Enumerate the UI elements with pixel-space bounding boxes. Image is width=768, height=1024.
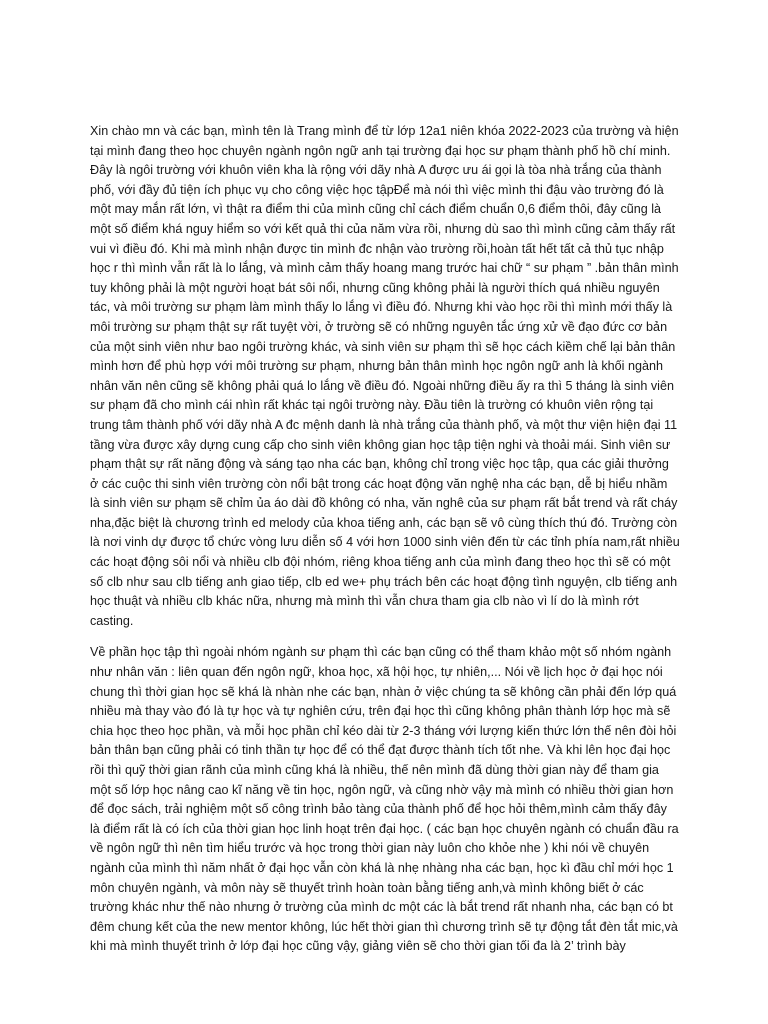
paragraph-study: Về phần học tập thì ngoài nhóm ngành sư phạm thì các bạn cũng có thể tham khảo một số nhóm ngành như nhân văn : liên quan đến ngôn ngữ, khoa học, xã hội học, tự nhiên,... Nói về lịch học ở đại học nói chung thì thời gian học sẽ khá là nhàn nhe các bạn, nhàn ở việc chúng ta sẽ không cần phải đến lớp quá nhiều mà thay vào đó là tự học và tự nghiên cứu, trên đại học thì cũng không phân thành lớp học mà sẽ chia học theo học phần, và mỗi học phần chỉ kéo dài từ 2-3 tháng với lượng kiến thức lớn thế nên đòi hỏi bản thân bạn cũng phải có tinh thần tự học để có thể đạt được thành tích tốt nhe. Và khi lên học đại học rồi thì quỹ thời gian rãnh của mình cũng khá là nhiều, thế nên mình đã dùng thời gian này để tham gia một số lớp học nâng cao kĩ năng về tin học, ngôn ngữ, và cũng nhờ vậy mà mình có nhiều thời gian hơn để đọc sách, trải nghiệm một số công trình bảo tàng của thành phố để học hỏi thêm,mình cảm thấy đây là điểm rất là có ích của thời gian học linh hoạt trên đại học. ( các bạn học chuyên ngành có chuẩn đầu ra về ngôn ngữ thì nên tìm hiểu trước và học trong thời gian này luôn cho khỏe nhe ) khi nói về chuyên ngành của mình thì năm nhất ở đại học vẫn còn khá là nhẹ nhàng nha các bạn, học kì đầu chỉ mới học 1 môn chuyên ngành, và môn này sẽ thuyết trình hoàn toàn bằng tiếng anh,và mình không biết ở các trường khác như thế nào nhưng ở trường của mình dc một các là bắt trend rất nhanh nha, các bạn có bt đêm chung kết của the new mentor không, lúc hết thời gian thì chương trình sẽ tự động tắt đèn tắt mic,và khi mà mình thuyết trình ở lớp đại học cũng vậy, giảng viên sẽ cho thời gian tối đa là 2’ trình bày	[90, 645, 679, 954]
paragraph-intro: Xin chào mn và các bạn, mình tên là Trang mình để từ lớp 12a1 niên khóa 2022-2023 của trường và hiện tại mình đang theo học chuyên ngành ngôn ngữ anh tại trường đại học sư phạm thành phố hồ chí minh. Đây là ngôi trường với khuôn viên kha là rộng với dãy nhà A được ưu ái gọi là tòa nhà trắng của thành phố, với đầy đủ tiện ích phục vụ cho công việc học tậpĐể mà nói thì việc mình thi đậu vào trường đó là một may mắn rất lớn, vì thật ra điểm thi của mình cũng chỉ cách điểm chuẩn 0,6 điểm thôi, đây cũng là một số điểm khá nguy hiểm so với kết quả thi của năm vừa rồi, nhưng dù sao thì mình cũng cảm thấy rất vui vì điều đó. Khi mà mình nhận được tin mình đc nhận vào trường rồi,hoàn tất hết tất cả thủ tục nhập học r thì mình vẫn rất là lo lắng, và mình cảm thấy hoang mang trước hai chữ “ sư phạm ” .bản thân mình tuy không phải là một người hoạt bát sôi nổi, nhưng cũng không phải là người thích quá nhiều nguyên tác, và môi trường sư phạm làm mình thấy lo lắng vì điều đó. Nhưng khi vào học rồi thì mình mới thấy là môi trường sư phạm thật sự rất tuyệt vời, ở trường sẽ có những nguyên tắc ứng xử về đạo đức cơ bản của một sinh viên như bao ngôi trường khác, và sinh viên sư phạm thì sẽ học cách kiềm chế lại bản thân mình hơn để phù hợp với môi trường sư phạm, nhưng bản thân mình học ngôn ngữ anh là khối ngành nhân văn nên cũng sẽ không phải quá lo lắng về điều đó. Ngoài những điều ấy ra thì 5 tháng là sinh viên sư phạm đã cho mình cái nhìn rất khác tại ngôi trường này. Đầu tiên là trường có khuôn viên rộng tại trung tâm thành phố với dãy nhà A đc mệnh danh là nhà trắng của thành phố, và một thư viện hiện đại 11 tầng vừa được xây dựng cung cấp cho sinh viên không gian học tập tiện nghi và thoải mái. Sinh viên sư phạm thật sự rất năng động và sáng tạo nha các bạn, không chỉ trong việc học tập, qua các giải thưởng ở các cuộc thi sinh viên trường còn nổi bật trong các hoạt động văn nghệ nha các bạn, dễ bị hiểu nhầm là sinh viên sư phạm sẽ chỉm ủa áo dài đồ không có nha, văn nghê của sư phạm rất bắt trend và rất cháy nha,đặc biệt là chương trình ed melody của khoa tiếng anh, các bạn sẽ vô cùng thích thú đó. Trường còn là nơi vinh dự được tổ chức vòng lưu diễn số 4 với hơn 1000 sinh viên đến từ các tỉnh phía nam,rất nhiều các hoạt động sôi nổi và nhiều clb đội nhóm, riêng khoa tiếng anh của mình đang theo học thì sẽ có một số clb như sau clb tiếng anh giao tiếp, clb ed we+ phụ trách bên các hoạt động tình nguyện, clb tiếng anh học thuật và nhiều clb khác nữa, nhưng mà mình thì vẫn chưa tham gia clb nào vì lí do là mình rớt casting.	[90, 124, 680, 628]
document-body	[90, 122, 680, 957]
